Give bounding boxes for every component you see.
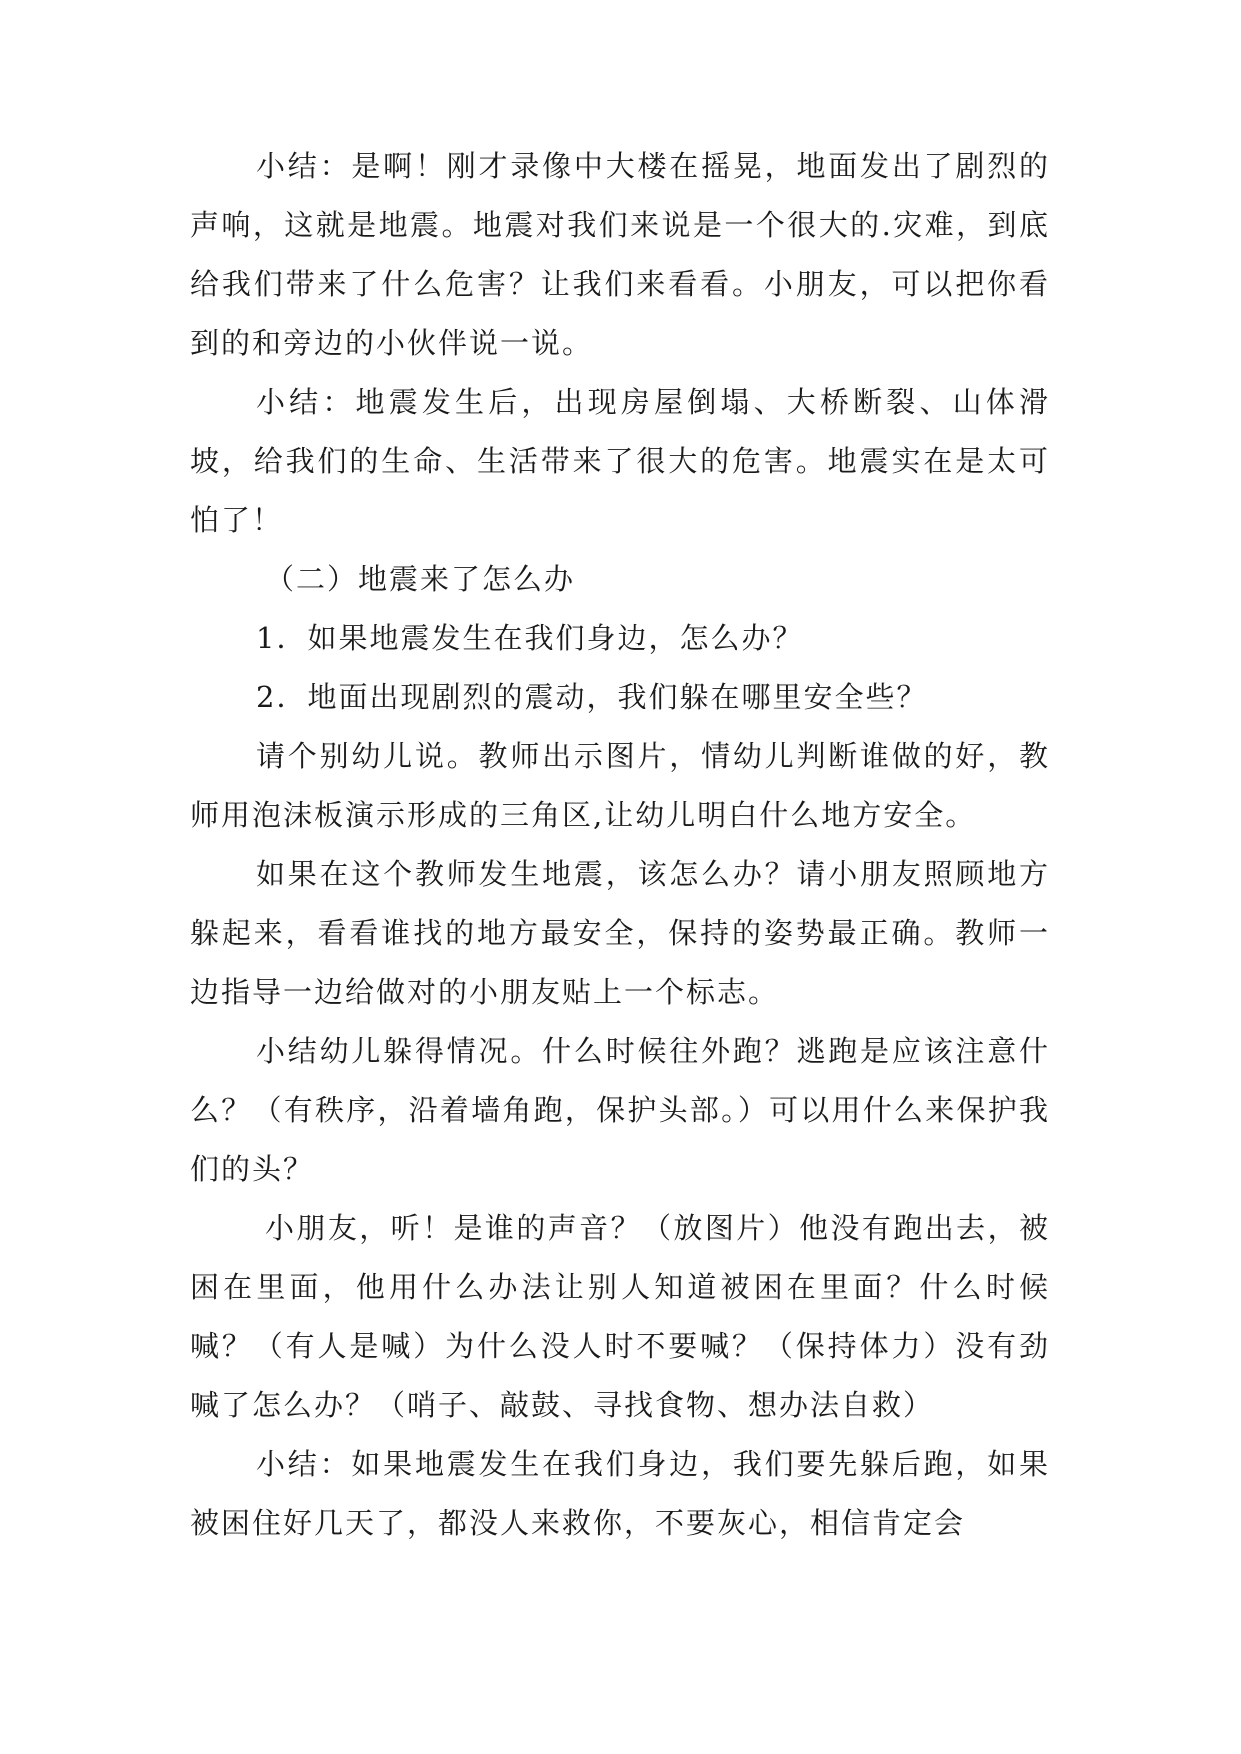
paragraph-summary-3: 小结：如果地震发生在我们身边，我们要先躲后跑，如果被困住好几天了，都没人来救你，不要灰心，相信肯定会 — [190, 1447, 1050, 1540]
section-heading: （二）地震来了怎么办 — [265, 562, 576, 596]
paragraph-trapped: 小朋友，听！是谁的声音？（放图片）他没有跑出去，被困在里面，他用什么办法让别人知道被困在里面？什么时候喊？（有人是喊）为什么没人时不要喊？（保持体力）没有劲喊了怎么办？（哨子、敲鼓、寻找食物、想办法自救） — [190, 1211, 1050, 1422]
paragraph-teacher-demo: 请个别幼儿说。教师出示图片，情幼儿判断谁做的好，教师用泡沫板演示形成的三角区,让幼儿明白什么地方安全。 — [190, 739, 1050, 832]
paragraph-summary-1: 小结：是啊！刚才录像中大楼在摇晃，地面发出了剧烈的声响，这就是地震。地震对我们来说是一个很大的.灾难，到底给我们带来了什么危害？让我们来看看。小朋友，可以把你看到的和旁边的小伙伴说一说。 — [190, 149, 1050, 360]
question-1: 1．如果地震发生在我们身边，怎么办？ — [256, 621, 804, 655]
paragraph-hide-practice: 如果在这个教师发生地震，该怎么办？请小朋友照顾地方躲起来，看看谁找的地方最安全，保持的姿势最正确。教师一边指导一边给做对的小朋友贴上一个标志。 — [190, 857, 1050, 1009]
question-2: 2．地面出现剧烈的震动，我们躲在哪里安全些？ — [256, 680, 928, 714]
paragraph-summary-2: 小结：地震发生后，出现房屋倒塌、大桥断裂、山体滑坡，给我们的生命、生活带来了很大的危害。地震实在是太可怕了！ — [190, 385, 1050, 537]
paragraph-escape: 小结幼儿躲得情况。什么时候往外跑？逃跑是应该注意什么？（有秩序，沿着墙角跑，保护头部。）可以用什么来保护我们的头？ — [190, 1034, 1050, 1186]
